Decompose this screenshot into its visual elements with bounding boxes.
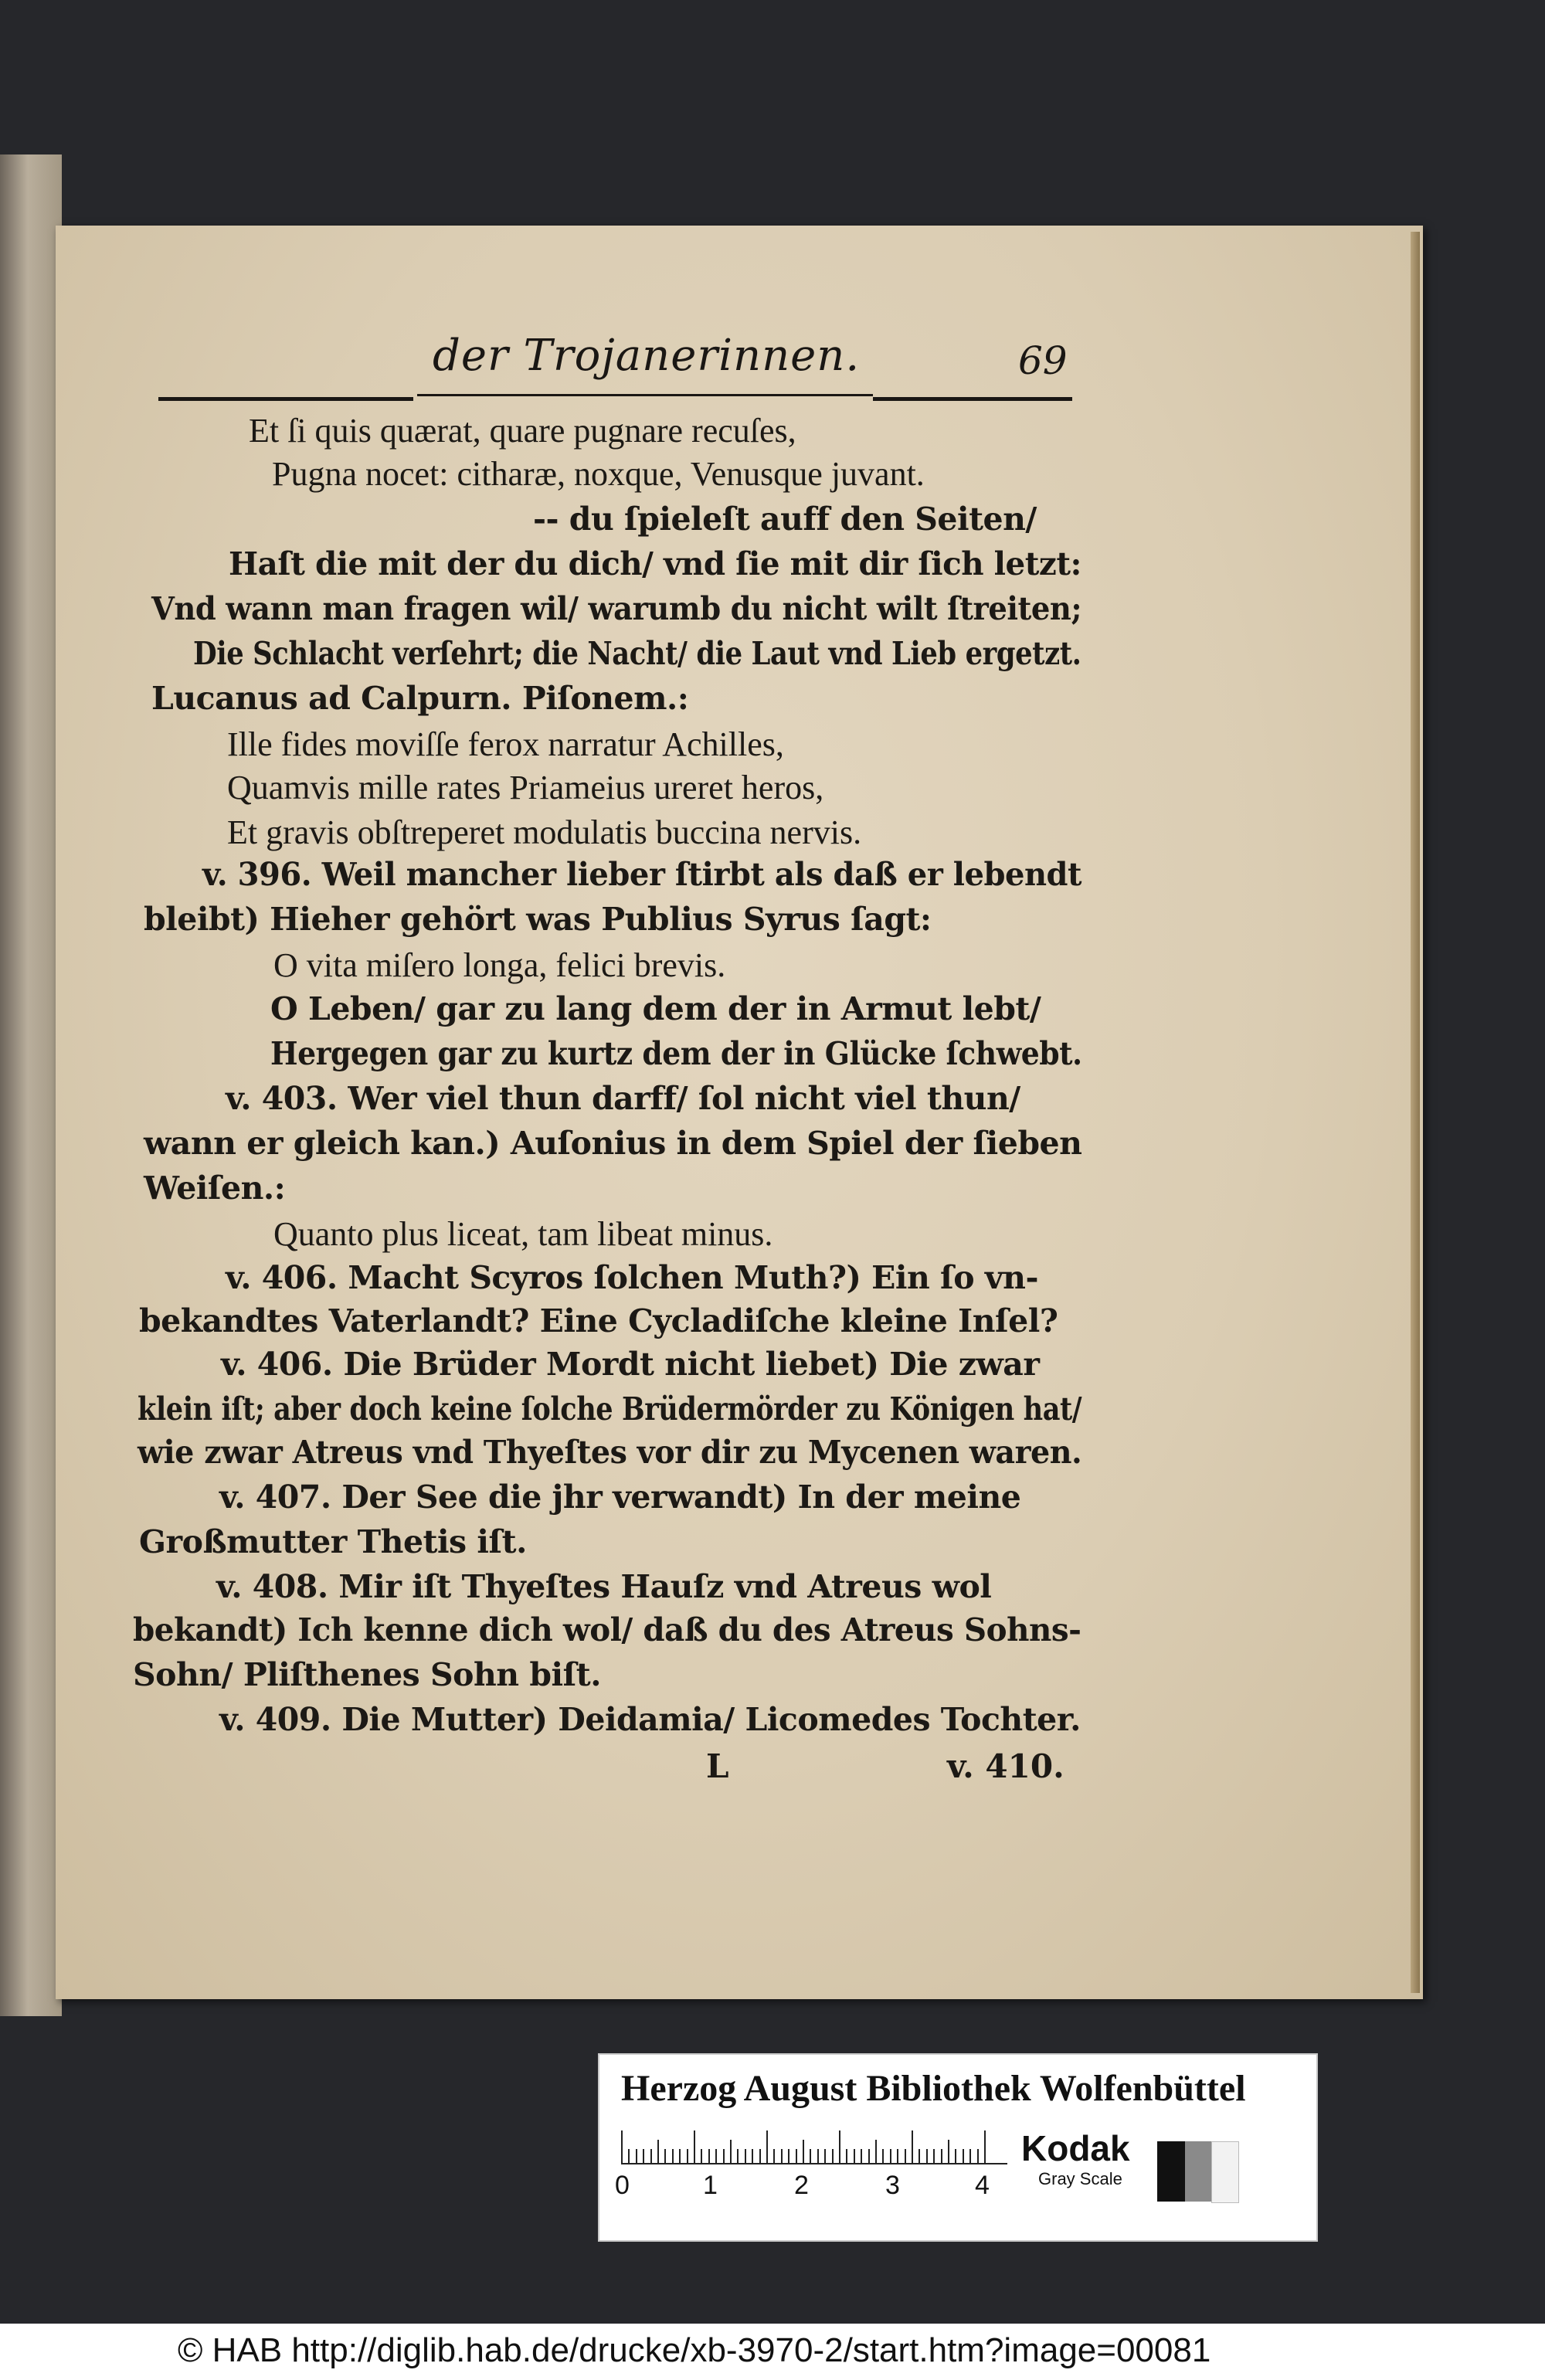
copyright-link[interactable]: © HAB http://diglib.hab.de/drucke/xb-3970-2/start.htm?image=00081: [178, 2331, 1211, 2369]
ruler-tick: [737, 2149, 739, 2163]
ruler-tick: [875, 2140, 877, 2163]
text-line: Ille fides moviſſe ferox narratur Achilles,: [227, 725, 784, 763]
ruler-tick: [745, 2149, 746, 2163]
gray-scale-label: Gray Scale: [1038, 2169, 1122, 2188]
ruler-tick: [868, 2149, 870, 2163]
ruler-tick: [941, 2149, 942, 2163]
text-line: Et ſi quis quærat, quare pugnare recuſes,: [249, 412, 796, 450]
ruler-tick: [817, 2149, 819, 2163]
text-line: O Leben/ gar zu lang dem der in Armut lebt/: [270, 990, 1041, 1027]
ruler-tick: [781, 2149, 783, 2163]
ruler-tick: [672, 2149, 674, 2163]
ruler-tick: [664, 2149, 666, 2163]
text-line: bleibt) Hieher gehört was Publius Syrus ſagt:: [144, 901, 932, 938]
ruler-tick: [766, 2130, 768, 2163]
text-line: v. 407. Der See die jhr verwandt) In der meine: [219, 1479, 1021, 1516]
ruler-tick: [839, 2130, 840, 2163]
measurement-ruler: [621, 2129, 1007, 2164]
ruler-tick: [723, 2149, 725, 2163]
text-line: Großmutter Thetis iſt.: [139, 1523, 527, 1560]
text-line: Et gravis obſtreperet modulatis buccina nervis.: [227, 813, 862, 851]
ruler-tick: [912, 2130, 913, 2163]
ruler-tick: [810, 2149, 811, 2163]
text-line: Pugna nocet: citharæ, noxque, Venusque juvant.: [272, 455, 925, 493]
ruler-tick: [621, 2130, 623, 2163]
text-line: Haſt die mit der du dich/ vnd ſie mit dir ſich letzt:: [229, 545, 1082, 582]
ruler-tick: [708, 2149, 710, 2163]
ruler-tick: [701, 2149, 702, 2163]
text-line: Hergegen gar zu kurtz dem der in Glücke ſchwebt.: [270, 1035, 1082, 1072]
ruler-tick: [730, 2140, 732, 2163]
text-line: Quamvis mille rates Priameius ureret heros,: [227, 769, 824, 806]
left-page-edge: [0, 154, 62, 2016]
text-line: v. 406. Die Brüder Mordt nicht liebet) Die zwar: [221, 1346, 1040, 1383]
scale-number-1: 1: [703, 2171, 718, 2200]
text-line: Quanto plus liceat, tam libeat minus.: [273, 1215, 773, 1253]
ruler-tick: [955, 2149, 956, 2163]
ruler-tick: [897, 2149, 898, 2163]
header-rule-under-title: [417, 394, 873, 396]
ruler-tick: [715, 2149, 717, 2163]
ruler-tick: [933, 2149, 935, 2163]
ruler-tick: [687, 2149, 688, 2163]
ruler-tick: [861, 2149, 862, 2163]
ruler-tick: [846, 2149, 847, 2163]
ruler-tick: [752, 2149, 753, 2163]
text-line: wie zwar Atreus vnd Thyeſtes vor dir zu Mycenen waren.: [138, 1434, 1082, 1471]
ruler-tick: [963, 2149, 964, 2163]
library-name: Herzog August Bibliothek Wolfenbüttel: [621, 2068, 1246, 2109]
text-line: klein iſt; aber doch keine ſolche Brüdermörder zu Königen hat/: [138, 1390, 1082, 1428]
text-line: bekandt) Ich kenne dich wol/ daß du des Atreus Sohns-: [133, 1611, 1082, 1648]
ruler-tick: [824, 2149, 826, 2163]
scale-number-3: 3: [885, 2171, 900, 2200]
text-line: v. 406. Macht Scyros ſolchen Muth?) Ein ſo vn-: [226, 1259, 1038, 1296]
ruler-tick: [832, 2149, 834, 2163]
text-line: O vita miſero longa, felici brevis.: [273, 946, 726, 984]
text-line: v. 403. Wer viel thun darff/ ſol nicht viel thun/: [226, 1080, 1020, 1117]
gray-patch-mid: [1185, 2141, 1211, 2202]
text-line: Die Schlacht verſehrt; die Nacht/ die Laut vnd Lieb ergetzt.: [193, 635, 1082, 672]
ruler-tick: [788, 2149, 789, 2163]
text-line: bekandtes Vaterlandt? Eine Cycladiſche kleine Inſel?: [139, 1302, 1058, 1339]
ruler-tick: [759, 2149, 761, 2163]
kodak-logo: Kodak: [1021, 2128, 1130, 2168]
header-rule-left: [158, 397, 413, 401]
ruler-tick: [977, 2149, 979, 2163]
gray-patch-black: [1157, 2141, 1185, 2202]
ruler-tick: [854, 2149, 855, 2163]
gray-patch-white: [1211, 2141, 1239, 2203]
ruler-tick: [882, 2149, 884, 2163]
text-line: Weiſen.:: [144, 1170, 286, 1207]
signature-mark: L: [706, 1747, 729, 1785]
ruler-tick: [919, 2149, 920, 2163]
ruler-tick: [657, 2140, 659, 2163]
library-color-card: [598, 2053, 1318, 2242]
ruler-tick: [969, 2149, 971, 2163]
text-line: -- du ſpieleſt auff den Seiten/: [533, 501, 1037, 538]
text-line: Sohn/ Pliſthenes Sohn biſt.: [133, 1656, 601, 1693]
page-gilt-edge: [1411, 232, 1420, 1993]
ruler-tick: [636, 2149, 637, 2163]
ruler-tick: [803, 2140, 804, 2163]
page-number: 69: [1018, 338, 1068, 383]
text-line: Vnd wann man fragen wil/ warumb du nicht wilt ſtreiten;: [151, 590, 1082, 627]
text-line: wann er gleich kan.) Auſonius in dem Spiel der ſieben: [144, 1125, 1082, 1162]
ruler-tick: [679, 2149, 681, 2163]
ruler-tick: [890, 2149, 891, 2163]
ruler-tick: [796, 2149, 797, 2163]
ruler-tick: [628, 2149, 630, 2163]
ruler-tick: [694, 2130, 695, 2163]
text-line: v. 408. Mir iſt Thyeſtes Hauſz vnd Atreus wol: [216, 1568, 992, 1605]
ruler-tick: [948, 2140, 949, 2163]
running-title: der Trojanerinnen.: [433, 331, 861, 381]
scale-number-4: 4: [975, 2171, 990, 2200]
text-line: v. 409. Die Mutter) Deidamia/ Licomedes Tochter.: [219, 1701, 1081, 1738]
ruler-tick: [926, 2149, 928, 2163]
catchword: v. 410.: [947, 1747, 1065, 1785]
scale-number-0: 0: [615, 2171, 630, 2200]
ruler-tick: [650, 2149, 652, 2163]
text-line: Lucanus ad Calpurn. Piſonem.:: [151, 680, 689, 717]
text-line: v. 396. Weil mancher lieber ſtirbt als daß er lebendt: [202, 856, 1082, 893]
footer-bar: [0, 2324, 1545, 2380]
ruler-tick: [905, 2149, 906, 2163]
scale-number-2: 2: [794, 2171, 809, 2200]
ruler-tick: [643, 2149, 644, 2163]
ruler-tick: [773, 2149, 775, 2163]
header-rule-right: [873, 397, 1072, 401]
ruler-tick: [984, 2130, 986, 2163]
